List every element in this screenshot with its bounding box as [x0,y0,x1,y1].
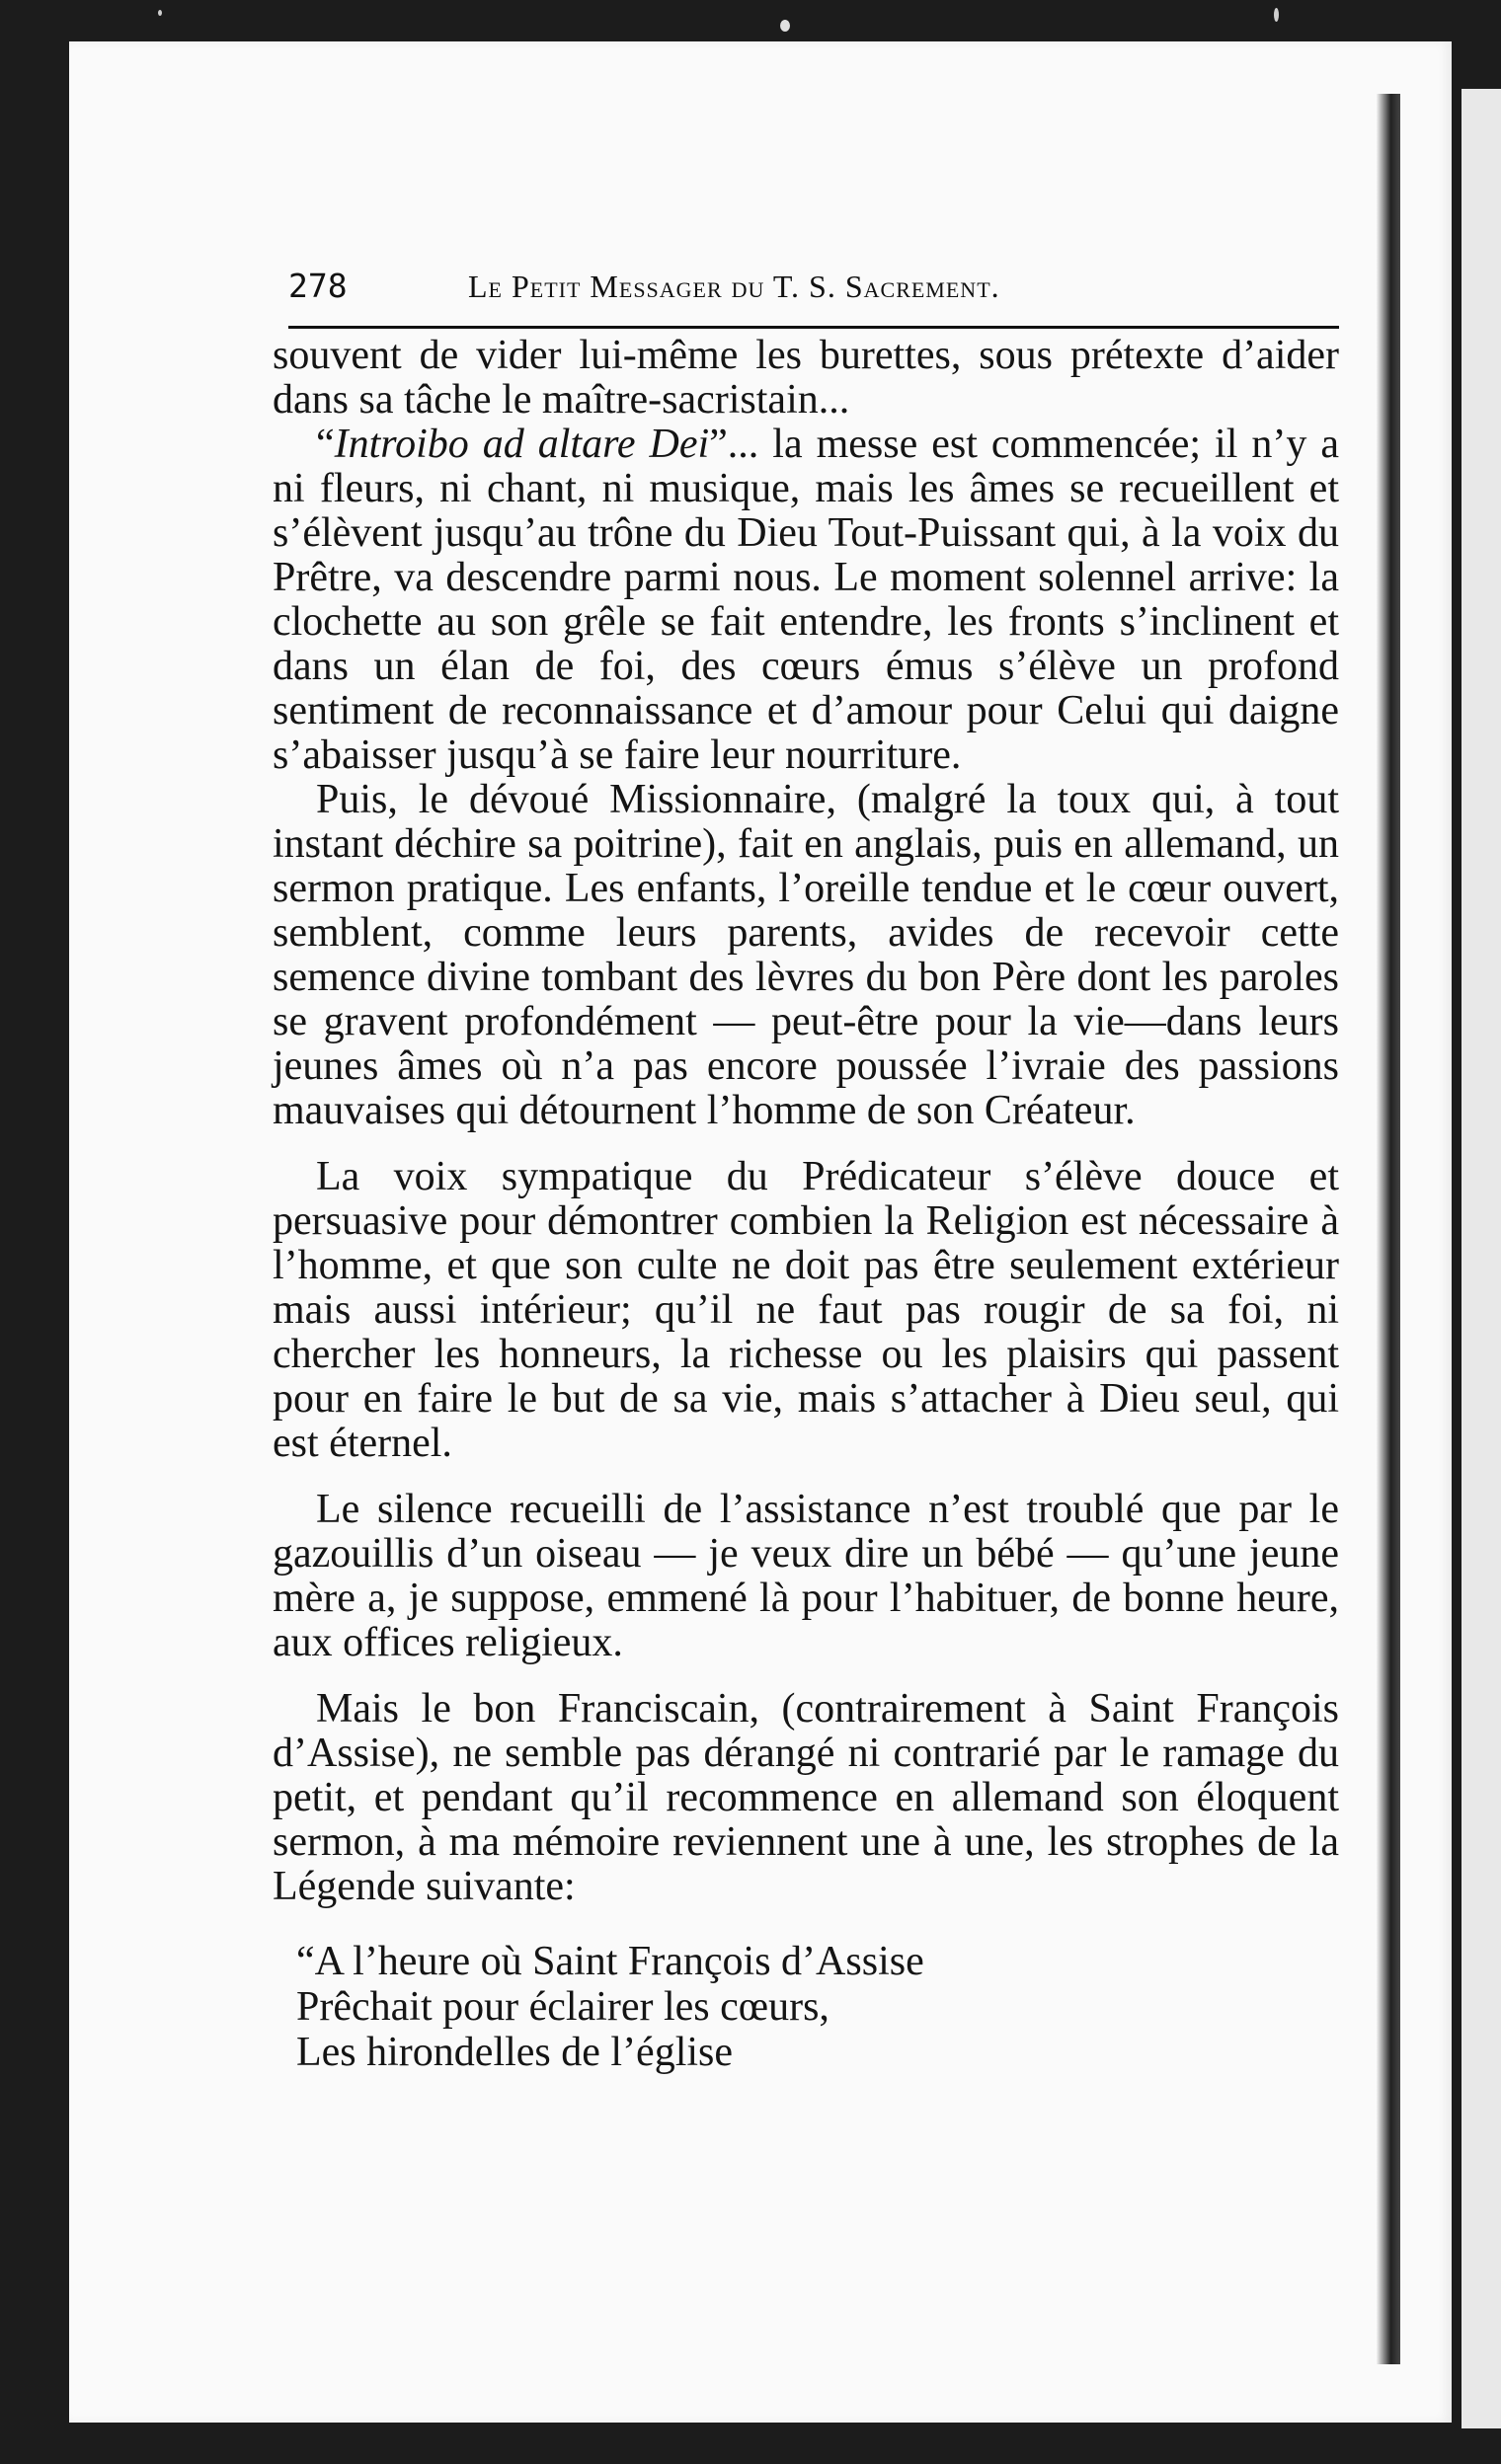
dust-speck [1274,8,1279,22]
close-quote: ”... [709,422,759,467]
verse-line: Prêchait pour éclairer les cœurs, [296,1984,830,2030]
running-header [288,261,1339,329]
latin-incipit: Introibo ad altare Dei [334,422,710,467]
verse-line: “A l’heure où Saint François d’Assise [296,1939,924,1984]
paragraph-franciscain: Mais le bon Franciscain, (contrairement à Saint François d’Assise), ne semble pas dérangé ni contrarié par le ramage du petit, et pendant qu’il recommence en allemand son éloquent sermon, à ma mémoire reviennent une à une, les strophes de la Légende suivante: [273,1686,1339,1909]
page-number: 278 [288,267,348,305]
paragraph-introibo [273,423,1339,778]
paragraph-text: la messe est commencée; il n’y a ni fleurs, ni chant, ni musique, mais les âmes se recueillent et s’élèvent jusqu’au trône du Dieu Tout-Puissant qui, à la voix du Prêtre, va descendre parmi nous. Le moment solennel arrive: la clochette au son grêle se fait entendre, les fronts s’inclinent et dans un élan de foi, des cœurs émus s’élève un profond sentiment de reconnaissance et d’amour pour Celui qui daigne s’abaisser jusqu’à se faire leur nourriture. [273,422,1339,778]
running-title: Le Petit Messager du T. S. Sacrement. [468,269,1000,304]
legend-verse [296,1939,1339,2075]
paragraph-missionnaire: Puis, le dévoué Missionnaire, (malgré la toux qui, à tout instant déchire sa poitrine), fait en anglais, puis en allemand, un sermon pratique. Les enfants, l’oreille tendue et le cœur ouvert, semblent, comme leurs parents, avides de recevoir cette semence divine tombant des lèvres du bon Père dont les paroles se gravent profondément — peut-être pour la vie—dans leurs jeunes âmes où n’a pas encore poussée l’ivraie des passions mauvaises qui détournent l’homme de son Créateur. [273,777,1339,1133]
dust-speck [158,10,162,16]
open-quote: “ [316,422,335,467]
article-body [273,334,1339,2075]
paragraph-continuation: souvent de vider lui-même les burettes, sous prétexte d’aider dans sa tâche le maître-sacristain... [273,333,1339,423]
scanner-background-strip [1462,89,1501,2428]
verse-line: Les hirondelles de l’église [296,2030,734,2075]
paragraph-predicateur: La voix sympatique du Prédicateur s’élève douce et persuasive pour démontrer combien la Religion est nécessaire à l’homme, et que son culte ne doit pas être seulement extérieur mais aussi intérieur; qu’il ne faut pas rougir de sa foi, ni chercher les honneurs, la richesse ou les plaisirs qui passent pour en faire le but de sa vie, mais s’attacher à Dieu seul, qui est éternel. [273,1154,1339,1466]
page-gutter-shadow [1377,94,1400,2364]
dust-speck [780,20,790,32]
paragraph-silence: Le silence recueilli de l’assistance n’est troublé que par le gazouillis d’un oiseau — je veux dire un bébé — qu’une jeune mère a, je suppose, emmené là pour l’habituer, de bonne heure, aux offices religieux. [273,1487,1339,1665]
